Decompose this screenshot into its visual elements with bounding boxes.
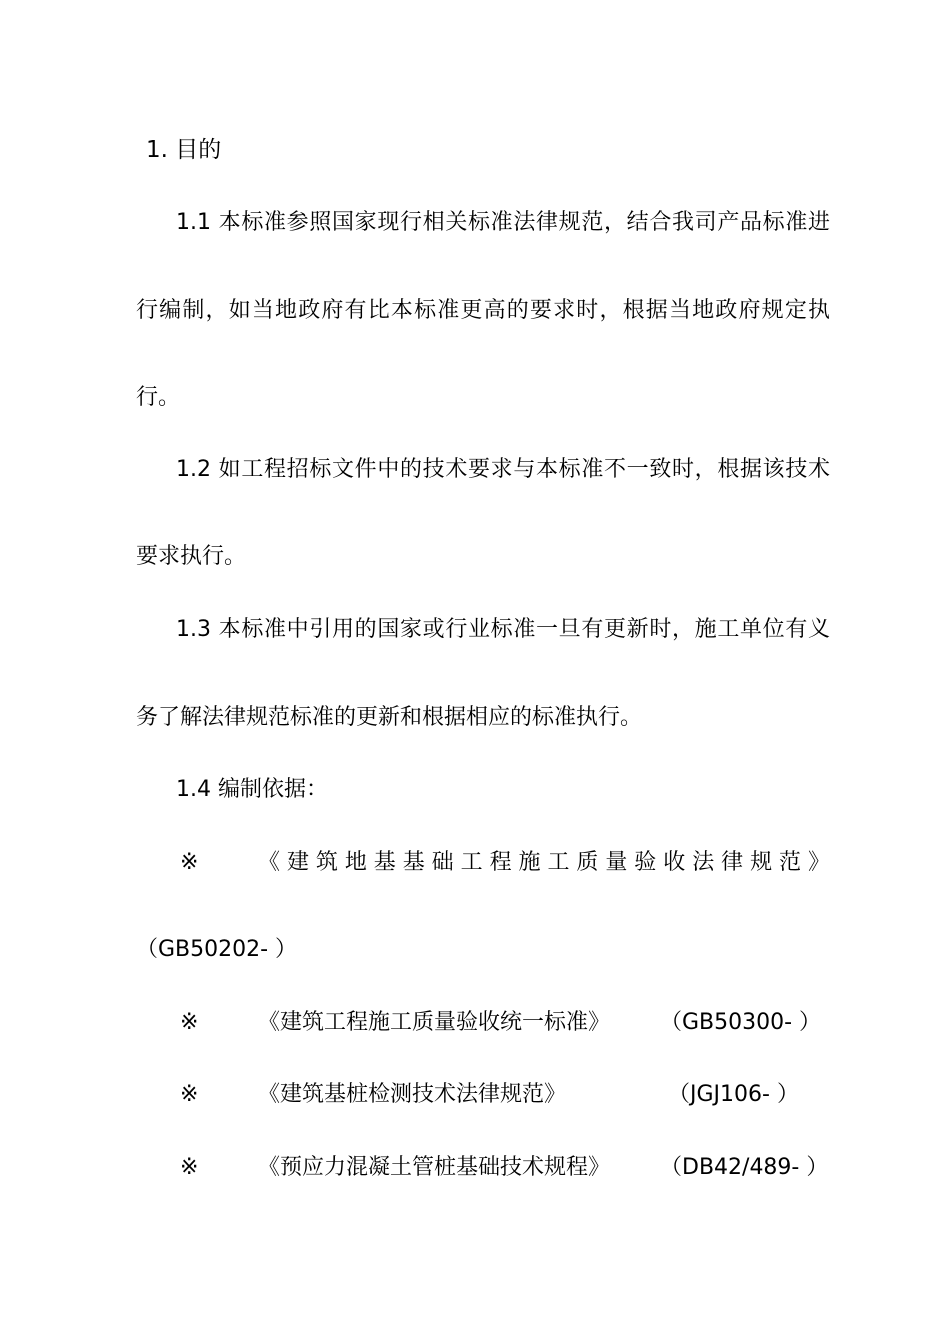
reference-title: 《建筑工程施工质量验收统一标准》 bbox=[258, 1010, 611, 1035]
paragraph-1-2-line-1: 1.2 如工程招标文件中的技术要求与本标准不一致时，根据该技术 bbox=[176, 457, 830, 482]
paragraph-1-3-line-2: 务了解法律规范标准的更新和根据相应的标准执行。 bbox=[136, 705, 643, 730]
reference-mark: ※ bbox=[180, 1082, 199, 1107]
paragraph-1-1-line-1: 1.1 本标准参照国家现行相关标准法律规范，结合我司产品标准进 bbox=[176, 210, 830, 235]
reference-mark: ※ bbox=[180, 850, 199, 875]
reference-code: （GB50300- ） bbox=[660, 1010, 822, 1035]
reference-title: 《建筑基桩检测技术法律规范》 bbox=[258, 1082, 567, 1107]
reference-mark: ※ bbox=[180, 1155, 199, 1180]
reference-title: 《预应力混凝土管桩基础技术规程》 bbox=[258, 1155, 611, 1180]
reference-title: 《建筑地基基础工程施工质量验收法律规范》 bbox=[258, 850, 830, 875]
paragraph-1-3-line-1: 1.3 本标准中引用的国家或行业标准一旦有更新时，施工单位有义 bbox=[176, 617, 830, 642]
section-heading: 1. 目的 bbox=[146, 137, 222, 163]
reference-code: （GB50202- ） bbox=[136, 937, 298, 962]
reference-mark: ※ bbox=[180, 1010, 199, 1035]
paragraph-1-1-line-2: 行编制，如当地政府有比本标准更高的要求时，根据当地政府规定执 bbox=[136, 298, 830, 323]
paragraph-1-1-line-3: 行。 bbox=[136, 385, 181, 410]
paragraph-1-2-line-2: 要求执行。 bbox=[136, 544, 247, 569]
reference-code: （DB42/489- ） bbox=[660, 1155, 829, 1180]
paragraph-1-4-line-1: 1.4 编制依据： bbox=[176, 777, 328, 802]
reference-code: （JGJ106- ） bbox=[668, 1082, 799, 1107]
